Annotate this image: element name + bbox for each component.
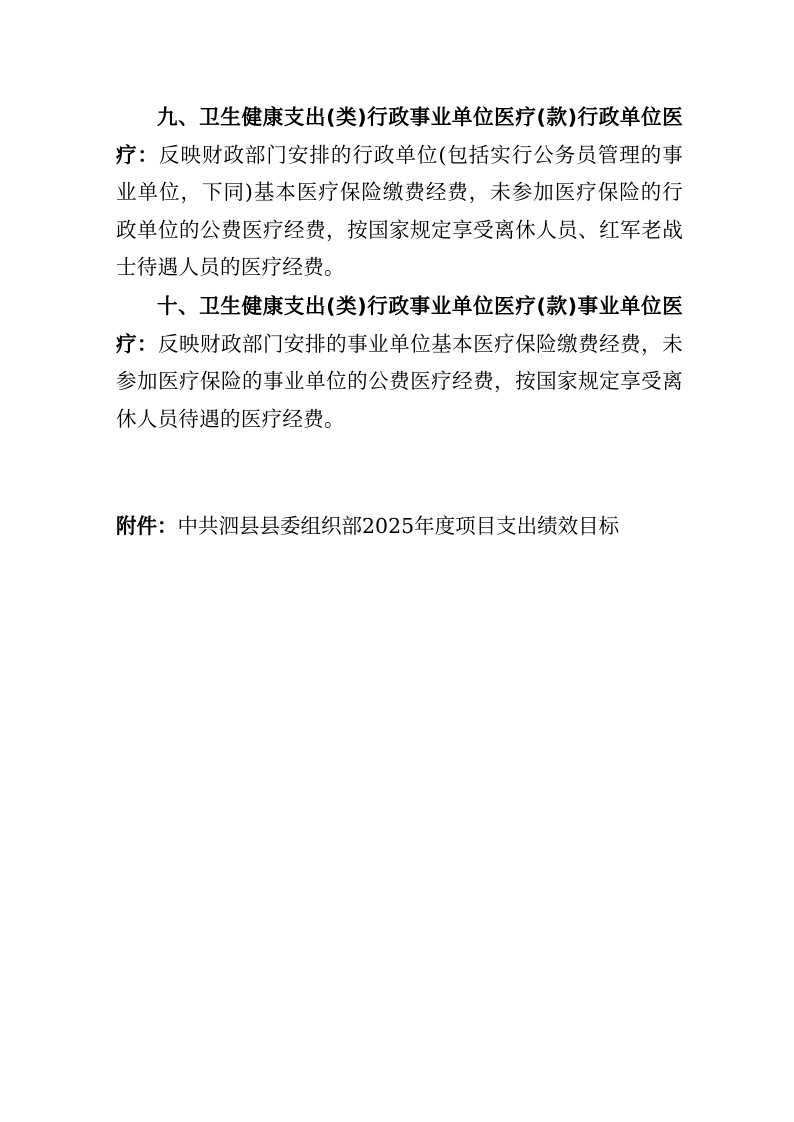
attachment-line: [116, 508, 716, 546]
paragraph-item-10: [116, 288, 683, 438]
attachment-label: 附件：: [116, 514, 178, 538]
paragraph-item-9: [116, 99, 683, 287]
paragraph-body: 反映财政部门安排的事业单位基本医疗保险缴费经费，未参加医疗保险的事业单位的公费医疗经费，按国家规定享受离休人员待遇的医疗经费。: [116, 331, 683, 431]
attachment-title: 中共泗县县委组织部2025年度项目支出绩效目标: [177, 514, 620, 538]
paragraph-heading: 十、卫生健康支出(类)行政事业单位医疗(款)事业单位医疗：: [116, 294, 683, 356]
paragraph-heading: 九、卫生健康支出(类)行政事业单位医疗(款)行政单位医疗：: [116, 105, 683, 167]
paragraph-body: 反映财政部门安排的行政单位(包括实行公务员管理的事业单位，下同)基本医疗保险缴费经费，未参加医疗保险的行政单位的公费医疗经费，按国家规定享受离休人员、红军老战士待遇人员的医疗经费。: [116, 142, 683, 280]
